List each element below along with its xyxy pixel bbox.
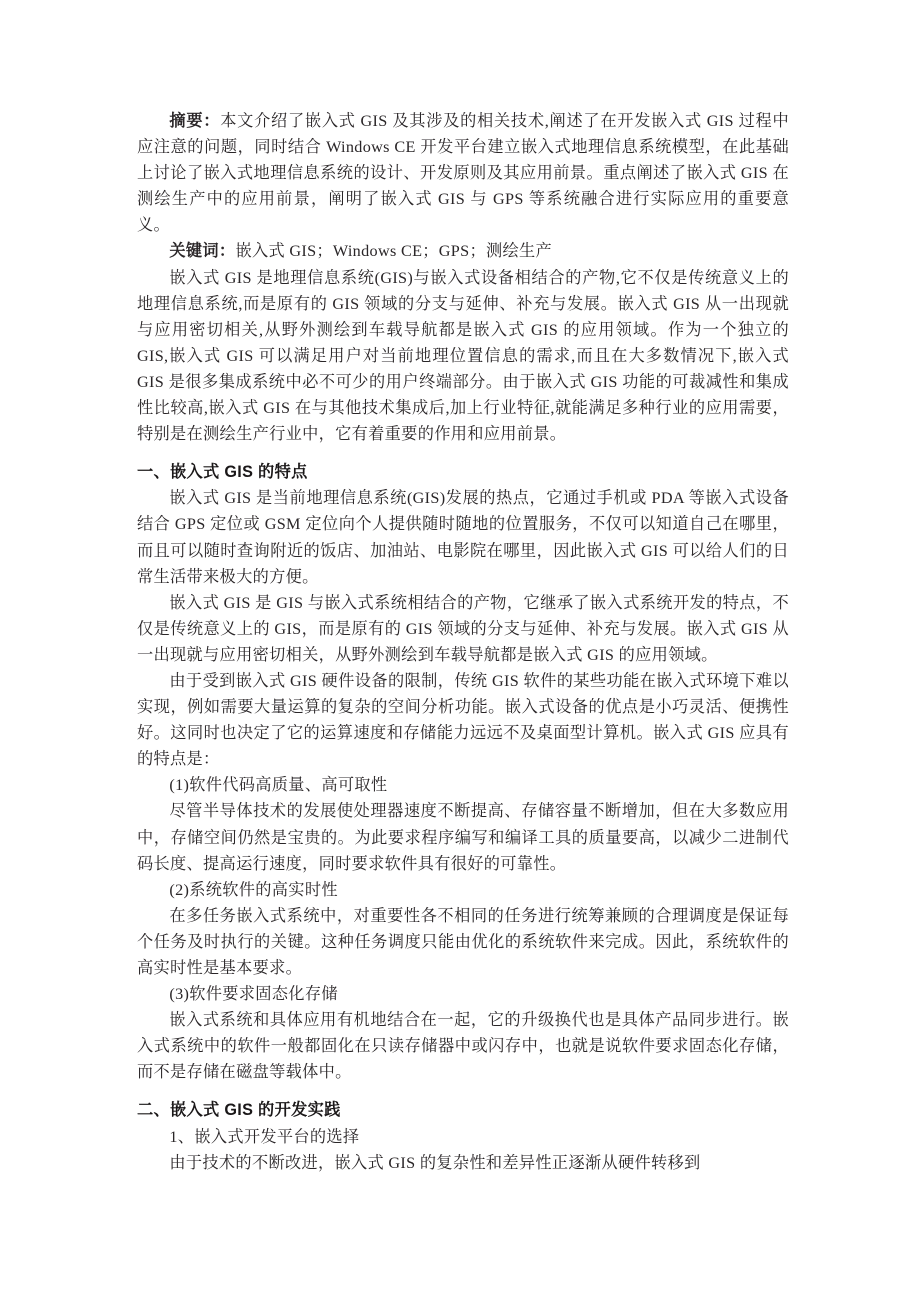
section1-item-1 bbox=[137, 772, 789, 798]
section2-subheading-1-text: 1、嵌入式开发平台的选择 bbox=[169, 1127, 360, 1146]
abstract-label: 摘要： bbox=[169, 112, 221, 130]
abstract-text: 本文介绍了嵌入式 GIS 及其涉及的相关技术,阐述了在开发嵌入式 GIS 过程中应注意的问题，同时结合 Windows CE 开发平台建立嵌入式地理信息系统模型，在此基础上讨论了嵌入式地理信息系统的设计、开发原则及其应用前景。重点阐述了嵌入式 GIS 在测绘生产中的应用前景，阐明了嵌入式 GIS 与 GPS 等系统融合进行实际应用的重要意义。 bbox=[137, 112, 789, 235]
document-text-column bbox=[137, 108, 789, 1176]
section-heading-one: 一、嵌入式 GIS 的特点 bbox=[137, 463, 308, 482]
section2-subheading-1 bbox=[137, 1124, 789, 1150]
intro-paragraph bbox=[137, 265, 789, 448]
section1-item-3-body bbox=[137, 1007, 789, 1085]
section2-paragraph-1-text: 由于技术的不断改进，嵌入式 GIS 的复杂性和差异性正逐渐从硬件转移到 bbox=[169, 1153, 701, 1172]
keywords-label: 关键词： bbox=[169, 242, 236, 261]
section-heading-two: 二、嵌入式 GIS 的开发实践 bbox=[137, 1101, 341, 1120]
section1-item-1-text: (1)软件代码高质量、高可取性 bbox=[169, 776, 388, 795]
section1-paragraph-2-text: 嵌入式 GIS 是 GIS 与嵌入式系统相结合的产物，它继承了嵌入式系统开发的特点，不仅是传统意义上的 GIS，而是原有的 GIS 领域的分支与延伸、补充与发展。嵌入式 GIS 从一出现就与应用密切相关，从野外测绘到车载导航都是嵌入式 GIS 的应用领域。 bbox=[137, 593, 789, 664]
section1-paragraph-1-text: 嵌入式 GIS 是当前地理信息系统(GIS)发展的热点，它通过手机或 PDA 等嵌入式设备结合 GPS 定位或 GSM 定位向个人提供随时随地的位置服务，不仅可以知道自己在哪里，而且可以随时查询附近的饭店、加油站、电影院在哪里，因此嵌入式 GIS 可以给人们的日常生活带来极大的方便。 bbox=[137, 489, 789, 586]
keywords-text: 嵌入式 GIS；Windows CE；GPS；测绘生产 bbox=[235, 242, 553, 261]
section1-paragraph-3 bbox=[137, 668, 789, 772]
intro-text: 嵌入式 GIS 是地理信息系统(GIS)与嵌入式设备相结合的产物,它不仅是传统意义上的地理信息系统,而是原有的 GIS 领域的分支与延伸、补充与发展。嵌入式 GIS 从一出现就与应用密切相关,从野外测绘到车载导航都是嵌入式 GIS 的应用领域。作为一个独立的 GIS,嵌入式 GIS 可以满足用户对当前地理位置信息的需求,而且在大多数情况下,嵌入式 GIS 是很多集成系统中必不可少的用户终端部分。由于嵌入式 GIS 功能的可裁减性和集成性比较高,嵌入式 GIS 在与其他技术集成后,加上行业特征,就能满足多种行业的应用需要，特别是在测绘生产行业中，它有着重要的作用和应用前景。 bbox=[137, 268, 789, 444]
section1-item-3-text: (3)软件要求固态化存储 bbox=[169, 985, 338, 1004]
section1-item-2-body bbox=[137, 903, 789, 981]
section1-item-2-body-text: 在多任务嵌入式系统中，对重要性各不相同的任务进行统筹兼顾的合理调度是保证每个任务及时执行的关键。这种任务调度只能由优化的系统软件来完成。因此，系统软件的高实时性是基本要求。 bbox=[137, 906, 789, 977]
section1-paragraph-3-text: 由于受到嵌入式 GIS 硬件设备的限制，传统 GIS 软件的某些功能在嵌入式环境下难以实现，例如需要大量运算的复杂的空间分析功能。嵌入式设备的优点是小巧灵活、便携性好。这同时也决定了它的运算速度和存储能力远远不及桌面型计算机。嵌入式 GIS 应具有的特点是： bbox=[137, 671, 789, 769]
section1-item-3 bbox=[137, 981, 789, 1007]
section1-item-1-body bbox=[137, 798, 789, 876]
section1-item-3-body-text: 嵌入式系统和具体应用有机地结合在一起，它的升级换代也是具体产品同步进行。嵌入式系统中的软件一般都固化在只读存储器中或闪存中，也就是说软件要求固态化存储，而不是存储在磁盘等载体中。 bbox=[137, 1011, 789, 1082]
section2-paragraph-1 bbox=[137, 1150, 789, 1176]
section1-item-2-text: (2)系统软件的高实时性 bbox=[169, 880, 338, 899]
abstract-paragraph bbox=[137, 108, 789, 238]
section1-paragraph-2 bbox=[137, 590, 789, 668]
section1-item-2 bbox=[137, 877, 789, 903]
keywords-paragraph bbox=[137, 238, 789, 264]
section1-item-1-body-text: 尽管半导体技术的发展使处理器速度不断提高、存储容量不断增加，但在大多数应用中，存储空间仍然是宝贵的。为此要求程序编写和编译工具的质量要高，以减少二进制代码长度、提高运行速度，同时要求软件具有很好的可靠性。 bbox=[137, 802, 789, 873]
section1-paragraph-1 bbox=[137, 485, 789, 589]
